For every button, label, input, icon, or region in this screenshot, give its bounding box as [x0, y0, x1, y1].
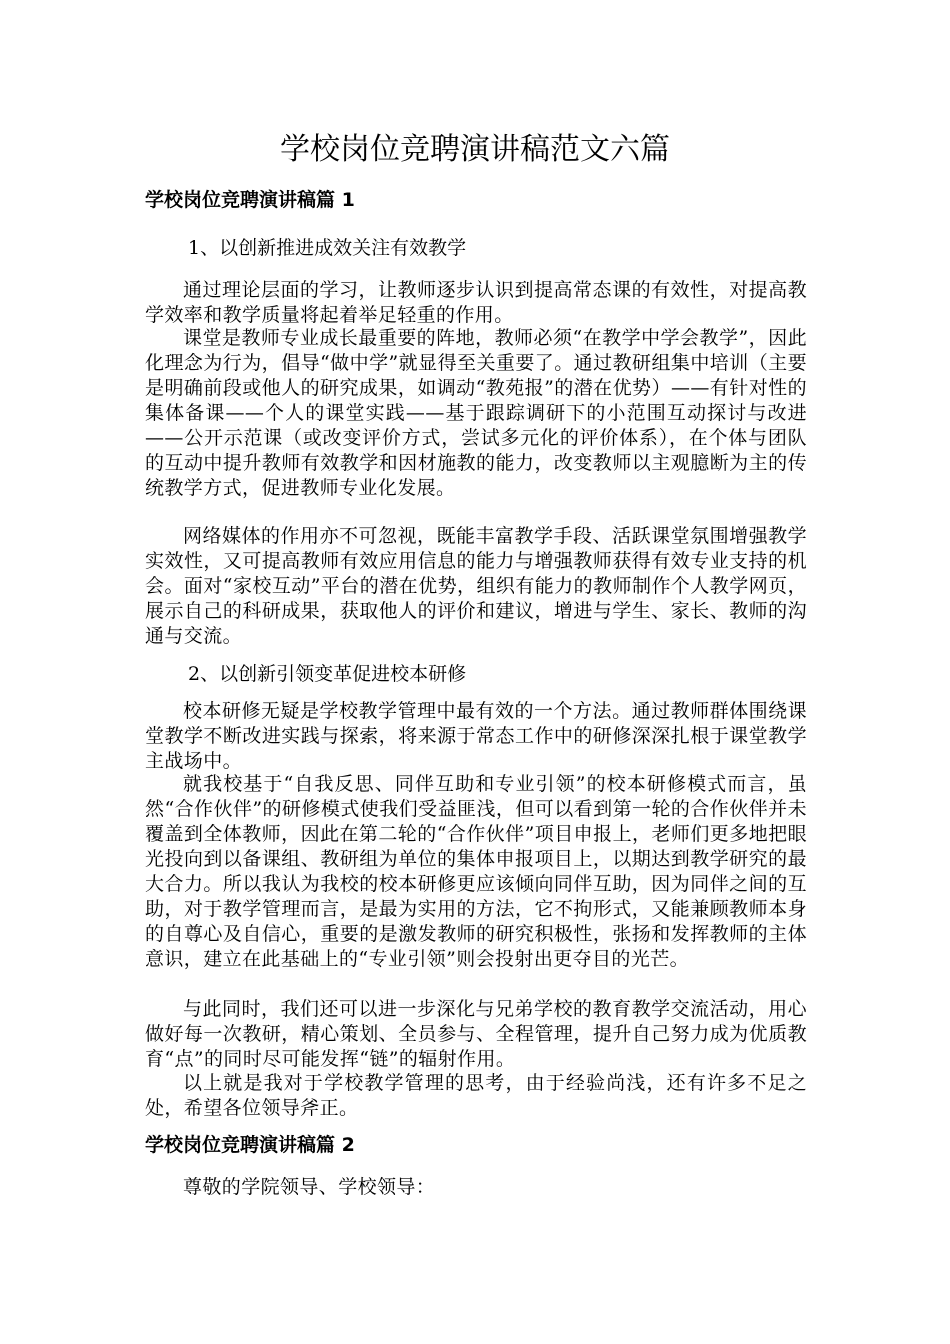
section-heading: 学校岗位竞聘演讲稿篇 2	[145, 1134, 355, 1156]
body-paragraph: 与此同时，我们还可以进一步深化与兄弟学校的教育教学交流活动，用心做好每一次教研，精心策划、全员参与、全程管理，提升自己努力成为优质教育“点”的同时尽可能发挥“链”的辐射作用。	[145, 998, 807, 1070]
section-heading: 学校岗位竞聘演讲稿篇 1	[145, 189, 355, 211]
body-paragraph: 校本研修无疑是学校教学管理中最有效的一个方法。通过教师群体围绕课堂教学不断改进实践与探索，将来源于常态工作中的研修深深扎根于课堂教学主战场中。	[145, 700, 807, 772]
body-paragraph: 以上就是我对于学校教学管理的思考，由于经验尚浅，还有许多不足之处，希望各位领导斧正。	[145, 1072, 807, 1119]
body-paragraph: 尊敬的学院领导、学校领导：	[183, 1176, 436, 1198]
point-heading: 2、以创新引领变革促进校本研修	[188, 663, 467, 685]
body-paragraph: 就我校基于“自我反思、同伴互助和专业引领”的校本研修模式而言，虽然“合作伙伴”的研修模式使我们受益匪浅，但可以看到第一轮的合作伙伴并未覆盖到全体教师，因此在第二轮的“合作伙伴”项目申报上，老师们更多地把眼光投向到以备课组、教研组为单位的集体申报项目上，以期达到教学研究的最大合力。所以我认为我校的校本研修更应该倾向同伴互助，因为同伴之间的互助，对于教学管理而言，是最为实用的方法，它不拘形式，又能兼顾教师本身的自尊心及自信心，重要的是激发教师的研究积极性，张扬和发挥教师的主体意识，建立在此基础上的“专业引领”则会投射出更夺目的光芒。	[145, 773, 807, 970]
body-paragraph: 通过理论层面的学习，让教师逐步认识到提高常态课的有效性，对提高教学效率和教学质量将起着举足轻重的作用。	[145, 279, 807, 326]
point-heading: 1、以创新推进成效关注有效教学	[188, 237, 467, 259]
document-title: 学校岗位竞聘演讲稿范文六篇	[280, 132, 670, 167]
body-paragraph: 网络媒体的作用亦不可忽视，既能丰富教学手段、活跃课堂氛围增强教学实效性，又可提高教师有效应用信息的能力与增强教师获得有效专业支持的机会。面对“家校互动”平台的潜在优势，组织有能力的教师制作个人教学网页，展示自己的科研成果，获取他人的评价和建议，增进与学生、家长、教师的沟通与交流。	[145, 525, 807, 647]
body-paragraph: 课堂是教师专业成长最重要的阵地，教师必须“在教学中学会教学”，因此化理念为行为，倡导“做中学”就显得至关重要了。通过教研组集中培训（主要是明确前段或他人的研究成果，如调动“教苑报”的潜在优势）——有针对性的集体备课——个人的课堂实践——基于跟踪调研下的小范围互动探讨与改进——公开示范课（或改变评价方式，尝试多元化的评价体系），在个体与团队的互动中提升教师有效教学和因材施教的能力，改变教师以主观臆断为主的传统教学方式，促进教师专业化发展。	[145, 327, 807, 499]
